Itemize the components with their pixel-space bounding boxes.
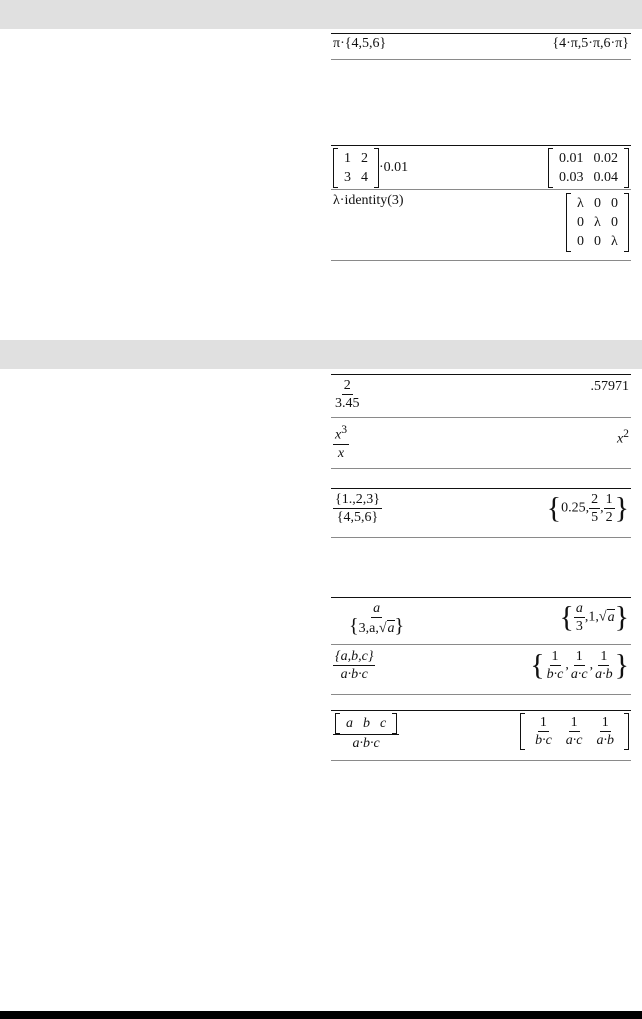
fraction: $\frac{x^3}{x}$ [335,423,348,461]
example-input [333,148,408,188]
example-rule [331,260,631,261]
fraction: $\frac{1}{a\cdot b}$ [596,715,614,748]
fraction: $\frac{\{1.,2,3\}}{\{4,5,6\}}$ [335,492,380,525]
matrix: λ 0 0 0 λ 0 0 0 λ [566,193,629,252]
example-result [566,193,629,252]
example-pi-list [333,36,629,58]
example-input [347,600,406,637]
example-input [333,713,399,752]
matrix-factor: ·0.01 [379,160,409,175]
example-rule [331,468,631,469]
matrix: 0.01 0.02 0.03 0.04 [548,148,629,188]
example-input [333,648,375,683]
example-rule [331,537,631,538]
fraction: $\frac{1}{a\cdot c}$ [565,715,583,748]
example-result: { $\frac{1}{b\cdot c}$ , $\frac{1}{a\cdot c}$ , $\frac{1}{a\cdot b}$ } [530,648,629,682]
example-rule [331,417,631,418]
fraction: $\frac{1}{2}$ [605,492,613,525]
example-input: λ·identity(3) [333,193,404,208]
matrix [520,713,629,750]
example-rule [331,189,631,190]
example-div-list-product [333,648,629,692]
example-rule [331,760,631,761]
example-result: { $\frac{a}{3}$ ,1,√a} [559,600,629,634]
section-header-band-middle [0,340,642,369]
fraction: $\frac{2}{3.45}$ [335,378,360,411]
fraction: $\frac{2}{5}$ [591,492,599,525]
example-input [333,421,349,462]
example-matrix-scale [333,148,629,188]
fraction: a b c a·b·c [333,713,399,752]
example-rule [331,710,631,711]
page-bottom-bar [0,1011,642,1019]
example-result: {4·π,5·π,6·π} [552,36,629,51]
example-rule [331,145,631,146]
fraction: $\frac{1}{b\cdot c}$ [535,715,552,748]
matrix: 1 2 3 4 [333,148,379,188]
example-input [333,491,382,526]
example-result: $x^2$ [616,427,629,447]
example-result [520,713,629,750]
example-rule [331,694,631,695]
example-lambda-identity [333,193,629,257]
fraction: $\frac{a}{\{3,a,√a\}}$ [349,601,405,637]
example-div-power [333,421,629,463]
fraction: $\frac{a}{3}$ [575,601,583,634]
example-result: .57971 [590,379,629,394]
example-div-lists [333,491,629,535]
example-rule [331,374,631,375]
example-rule [331,597,631,598]
example-result [548,148,629,188]
example-div-number [333,377,629,417]
example-div-matrix-product [333,713,629,757]
example-input [333,377,362,412]
fraction: $\frac{1}{b\cdot c}$ [546,649,564,682]
fraction: $\frac{1}{a\cdot b}$ [595,649,613,682]
example-rule [331,33,631,34]
matrix: a b c [335,713,397,734]
example-result: {0.25, $\frac{2}{5}$ , $\frac{1}{2}$ } [546,491,629,525]
example-rule [331,488,631,489]
fraction: $\frac{\{a,b,c\}}{a\cdot b\cdot c}$ [335,649,374,682]
fraction: $\frac{1}{a\cdot c}$ [570,649,588,682]
section-header-band-top [0,0,642,29]
example-rule [331,644,631,645]
example-div-scalar-list [333,600,629,642]
example-rule [331,59,631,60]
example-input: π·{4,5,6} [333,36,387,51]
